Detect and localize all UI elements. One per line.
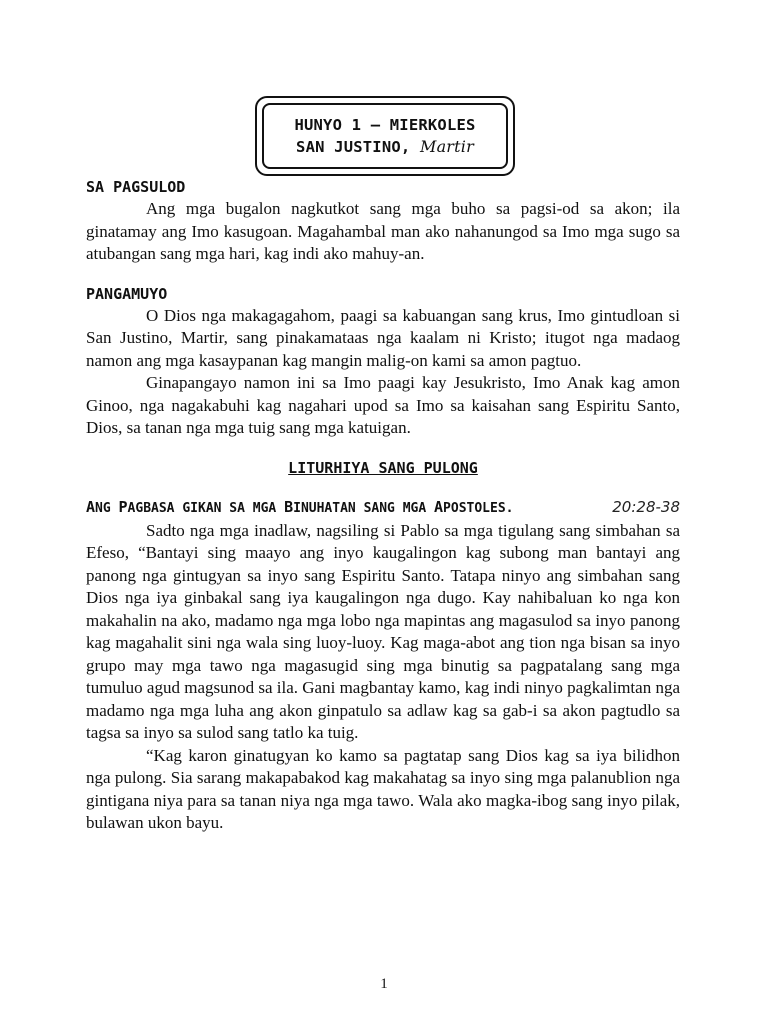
reading-paragraph-2: “Kag karon ginatugyan ko kamo sa pagtatap sang Dios kag sa iya bilidhon nga pulong. Sia sarang makapabakod kag makahatag sa inyo sing mga palanublion nga gintigana niya para sa tanan niya nga mga tawo. Wala ako magka-ibog sang inyo pilak, bulawan ukon bayu. — [86, 745, 680, 832]
reading-heading-part: POSTOLES — [443, 500, 506, 516]
title-date: HUNYO 1 – MIERKOLES — [294, 115, 476, 134]
title-saint — [296, 136, 474, 158]
saint-separator: , — [400, 137, 420, 156]
reading-heading-part: INUHATAN SANG MGA — [293, 500, 435, 516]
reading-heading-part: . — [505, 500, 514, 516]
liturgy-heading: LITURHIYA SANG PULONG — [288, 458, 478, 477]
reading-heading-part: NG — [95, 500, 119, 516]
prayer-paragraph-1: O Dios nga makagagahom, paagi sa kabuangan sang krus, Imo gintudloan si San Justino, Martir, sang pinakamataas nga kaalam ni Kristo; itugot nga madaog namon ang mga kasaypanan kag mangin malig-on kami sa amon pagtuo. — [86, 305, 680, 370]
reading-heading-part: P — [118, 497, 128, 516]
document-content — [86, 176, 680, 835]
prayer-paragraph-2: Ginapangayo namon ini sa Imo paagi kay Jesukristo, Imo Anak kag amon Ginoo, nga nagakabuhi kag nagahari upod sa Imo sa kaisahan sang Espiritu Santo, Dios, sa tanan nga mga tuig sang mga katuigan. — [86, 373, 680, 437]
title-box-inner — [262, 103, 508, 169]
reading-heading-part: A — [434, 497, 444, 516]
page-number: 1 — [380, 976, 388, 992]
entrance-heading: SA PAGSULOD — [86, 178, 186, 196]
title-box — [255, 96, 515, 176]
prayer-heading: PANGAMUYO — [86, 284, 168, 303]
entrance-text: Ang mga bugalon nagkutkot sang mga buho sa pagsi-od sa akon; ila ginatamay ang Imo kasugoan. Magahambal man ako nahanungod sa Imo mga sugo sa atubangan sang mga hari, kag indi ako mahuy-an. — [86, 199, 680, 263]
reading-paragraph-1: Sadto nga mga inadlaw, nagsiling si Pablo sa mga tigulang sang simbahan sa Efeso, “Bantayi sing maayo ang inyo kaugalingon kag subong man bantayi ang panong nga gintugyan sa inyo sang Espiritu Santo. Tatapa ninyo ang simbahan sang Dios nga iya ginbakal sang iya kaugalingon nga dugo. Kay nahibaluan ko nga kon makahalin na ako, madamo nga mga lobo nga mapintas ang magasulod sa inyo panong kag magahalit sini nga wala sing luoy-luoy. Kag maga-abot ang tion nga bisan sa inyo grupo may mga tawo nga magasugid sing mga binutig sa pagpatalang sang mga tumuluo agud magsunod sa ila. Gani magbantay kamo, kag indi ninyo pagkalimtan nga madamo nga mga luha ang akon ginpatulo sa adlaw kag sa gab-i sa akon pagtudlo sa tagsa sa inyo sa sulod sang tatlo ka tuig. — [86, 520, 680, 742]
saint-rank: Martir — [419, 136, 474, 156]
reading-heading-part: AGBASA GIKAN SA MGA — [127, 500, 285, 516]
saint-name: SAN JUSTINO — [296, 137, 401, 156]
reading-heading-part: B — [284, 497, 294, 516]
reading-heading-part: A — [86, 497, 96, 516]
reading-reference: 20:28-38 — [612, 497, 680, 516]
reading-heading — [86, 496, 680, 520]
